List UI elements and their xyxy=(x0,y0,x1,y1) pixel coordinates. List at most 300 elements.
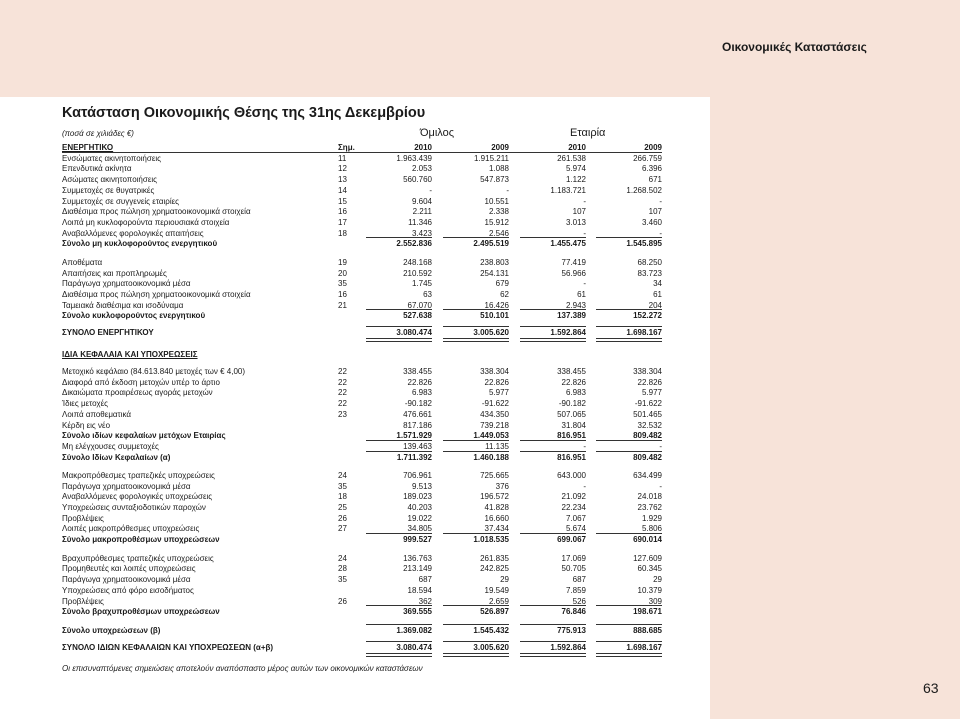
company-2010-value: - xyxy=(583,229,586,238)
company-2009-value: 1.545.895 xyxy=(626,239,662,248)
row-label: ΙΔΙΑ ΚΕΦΑΛΑΙΑ ΚΑΙ ΥΠΟΧΡΕΩΣΕΙΣ xyxy=(62,350,198,359)
company-2009-value: 24.018 xyxy=(637,492,662,501)
group-2009-value: 62 xyxy=(500,290,509,299)
subtotal-rule xyxy=(366,309,432,310)
table-total-row xyxy=(62,310,724,321)
company-2009-value: - xyxy=(659,197,662,206)
group-2009-value: 16.660 xyxy=(484,514,509,523)
group-2009-value: 29 xyxy=(500,575,509,584)
company-2009-value: 634.499 xyxy=(633,471,662,480)
group-2009-value: 1.088 xyxy=(488,164,509,173)
subtotal-rule xyxy=(366,605,432,606)
table-total-row xyxy=(62,606,724,617)
subtotal-rule xyxy=(366,440,432,441)
table-row xyxy=(62,563,724,574)
subtotal-rule xyxy=(366,326,432,327)
row-label: Διαθέσιμα προς πώληση χρηματοοικονομικά στοιχεία xyxy=(62,290,251,299)
table-row xyxy=(62,278,724,289)
row-note: 14 xyxy=(338,186,347,195)
row-note: 25 xyxy=(338,503,347,512)
row-note: 22 xyxy=(338,367,347,376)
company-2009-value: 1.698.167 xyxy=(626,328,662,337)
subtotal-rule xyxy=(596,237,662,238)
group-2010-value: 1.711.392 xyxy=(396,453,432,462)
group-2009-value: 2.495.519 xyxy=(473,239,509,248)
subtotal-rule xyxy=(520,440,586,441)
row-label: Αναβαλλόμενες φορολογικές υποχρεώσεις xyxy=(62,492,213,501)
subtotal-rule xyxy=(520,624,586,625)
company-2010-value: 643.000 xyxy=(557,471,586,480)
row-label: Παράγωγα χρηματοοικονομικά μέσα xyxy=(62,575,191,584)
amounts-note: (ποσά σε χιλιάδες €) xyxy=(62,129,134,138)
section-title: Οικονομικές Καταστάσεις xyxy=(722,40,867,54)
group-2010-value: 527.638 xyxy=(403,311,432,320)
company-2010-value: 699.067 xyxy=(557,535,586,544)
group-2009-value: 510.101 xyxy=(480,311,509,320)
group-2009-value: 679 xyxy=(495,279,509,288)
row-note: 35 xyxy=(338,575,347,584)
group-2010-value: 3.080.474 xyxy=(396,643,432,652)
group-2010-value: 63 xyxy=(423,290,432,299)
company-2009-value: 501.465 xyxy=(633,410,662,419)
group-2009-header: 2009 xyxy=(491,143,509,152)
row-note: 20 xyxy=(338,269,347,278)
company-2010-value: 507.065 xyxy=(557,410,586,419)
row-note: 17 xyxy=(338,218,347,227)
row-label: Λοιπές μακροπρόθεσμες υποχρεώσεις xyxy=(62,524,200,533)
table-total-row xyxy=(62,452,724,463)
group-2009-value: 725.665 xyxy=(480,471,509,480)
group-2009-value: 2.659 xyxy=(488,597,509,606)
company-2009-value: - xyxy=(659,442,662,451)
company-2010-value: 816.951 xyxy=(557,431,586,440)
row-label: Σύνολο βραχυπροθέσμων υποχρεώσεων xyxy=(62,607,220,616)
group-2010-value: 1.963.439 xyxy=(396,154,432,163)
company-2009-value: 5.806 xyxy=(641,524,662,533)
row-label: Ασώματες ακινητοποιήσεις xyxy=(62,175,158,184)
row-label: Συμμετοχές σε θυγατρικές xyxy=(62,186,155,195)
group-2010-value: 213.149 xyxy=(403,564,432,573)
subtotal-rule xyxy=(596,451,662,452)
group-2010-value: 2.053 xyxy=(411,164,432,173)
row-note: 28 xyxy=(338,564,347,573)
row-label: Μακροπρόθεσμες τραπεζικές υποχρεώσεις xyxy=(62,471,215,480)
row-label: Υποχρεώσεις συνταξιοδοτικών παροχών xyxy=(62,503,206,512)
company-2010-value: 2.943 xyxy=(565,301,586,310)
row-label: Μετοχικό κεφάλαιο (84.613.840 μετοχές των € 4,00) xyxy=(62,367,246,376)
group-2009-value: 15.912 xyxy=(484,218,509,227)
group-2010-value: 1.571.929 xyxy=(396,431,432,440)
group-2009-value: 547.873 xyxy=(480,175,509,184)
subtotal-rule xyxy=(443,533,509,534)
company-2010-value: 1.592.864 xyxy=(550,328,586,337)
table-row xyxy=(62,206,724,217)
table-row xyxy=(62,398,724,409)
double-rule xyxy=(443,653,509,657)
row-label: Προβλέψεις xyxy=(62,514,104,523)
row-label: Μη ελέγχουσες συμμετοχές xyxy=(62,442,159,451)
company-2010-value: 1.592.864 xyxy=(550,643,586,652)
subtotal-rule xyxy=(366,237,432,238)
company-2009-value: 204 xyxy=(648,301,662,310)
row-label: Κέρδη εις νέο xyxy=(62,421,111,430)
subtotal-rule xyxy=(443,326,509,327)
row-note: 22 xyxy=(338,388,347,397)
table-row xyxy=(62,174,724,185)
group-2009-value: 261.835 xyxy=(480,554,509,563)
group-2010-value: 6.983 xyxy=(411,388,432,397)
subtotal-rule xyxy=(596,309,662,310)
subtotal-rule xyxy=(596,533,662,534)
company-2010-header: 2010 xyxy=(568,143,586,152)
group-2009-value: 16.426 xyxy=(484,301,509,310)
group-2009-value: 242.825 xyxy=(480,564,509,573)
company-2009-value: 309 xyxy=(648,597,662,606)
row-label: Λοιπά αποθεματικά xyxy=(62,410,132,419)
company-2010-value: 5.974 xyxy=(565,164,586,173)
company-2010-value: 1.183.721 xyxy=(550,186,586,195)
group-2009-value: 238.803 xyxy=(480,258,509,267)
header-band xyxy=(0,0,710,97)
company-2009-value: 338.304 xyxy=(633,367,662,376)
side-band xyxy=(710,0,960,719)
row-label: Διαφορά από έκδοση μετοχών υπέρ το άρτιο xyxy=(62,378,220,387)
group-2009-value: 10.551 xyxy=(484,197,509,206)
subtotal-rule xyxy=(596,641,662,642)
company-2010-value: 31.804 xyxy=(561,421,586,430)
table-total-row xyxy=(62,327,724,338)
subtotal-rule xyxy=(596,624,662,625)
company-2009-value: 690.014 xyxy=(633,535,662,544)
group-2010-value: 11.346 xyxy=(408,218,432,227)
group-2010-value: 9.604 xyxy=(411,197,432,206)
table-total-row xyxy=(62,625,724,636)
group-2010-value: 210.592 xyxy=(403,269,432,278)
subtotal-rule xyxy=(443,605,509,606)
table-row xyxy=(62,585,724,596)
company-2010-value: 338.455 xyxy=(557,367,586,376)
row-note: 16 xyxy=(338,290,347,299)
double-rule xyxy=(366,653,432,657)
row-label: Βραχυπρόθεσμες τραπεζικές υποχρεώσεις xyxy=(62,554,214,563)
group-2010-value: 362 xyxy=(418,597,432,606)
group-2009-value: 376 xyxy=(495,482,509,491)
row-note: 15 xyxy=(338,197,347,206)
subtotal-rule xyxy=(443,641,509,642)
row-label: Σύνολο μη κυκλοφορούντος ενεργητικού xyxy=(62,239,218,248)
row-note: 18 xyxy=(338,229,347,238)
company-2009-value: 152.272 xyxy=(633,311,662,320)
row-label: ΣΥΝΟΛΟ ΕΝΕΡΓΗΤΙΚΟΥ xyxy=(62,328,154,337)
group-2009-value: 3.005.620 xyxy=(473,328,509,337)
company-2009-value: 60.345 xyxy=(637,564,662,573)
group-2009-value: 739.218 xyxy=(480,421,509,430)
company-2010-value: 816.951 xyxy=(557,453,586,462)
group-2009-value: 338.304 xyxy=(480,367,509,376)
table-row xyxy=(62,574,724,585)
group-2010-value: 1.369.082 xyxy=(396,626,432,635)
company-2009-value: 888.685 xyxy=(633,626,662,635)
company-2009-value: 1.698.167 xyxy=(626,643,662,652)
group-2009-value: 1.915.211 xyxy=(474,154,509,163)
company-2009-value: 32.532 xyxy=(637,421,662,430)
group-2010-value: 687 xyxy=(418,575,432,584)
subtotal-rule xyxy=(520,533,586,534)
company-2010-value: 61 xyxy=(577,290,586,299)
group-2010-value: 248.168 xyxy=(403,258,432,267)
row-note: 35 xyxy=(338,279,347,288)
row-label: Επενδυτικά ακίνητα xyxy=(62,164,132,173)
row-note: 19 xyxy=(338,258,347,267)
company-2009-value: 34 xyxy=(653,279,662,288)
statement-title: Κατάσταση Οικονομικής Θέσης της 31ης Δεκεμβρίου xyxy=(62,105,426,121)
table-total-row xyxy=(62,642,724,653)
group-2010-value: 9.513 xyxy=(411,482,432,491)
group-2010-value: 40.203 xyxy=(407,503,432,512)
row-label: Σύνολο Ιδίων Κεφαλαίων (α) xyxy=(62,453,171,462)
group-2009-value: 526.897 xyxy=(480,607,509,616)
subtotal-rule xyxy=(366,533,432,534)
company-2009-value: 809.482 xyxy=(633,453,662,462)
company-2009-value: 671 xyxy=(648,175,662,184)
table-row xyxy=(62,289,724,300)
double-rule xyxy=(520,338,586,342)
group-2010-value: - xyxy=(429,186,432,195)
subtotal-rule xyxy=(366,641,432,642)
row-note: 11 xyxy=(338,154,347,163)
company-2010-value: 17.069 xyxy=(561,554,586,563)
row-label: Παράγωγα χρηματοοικονομικά μέσα xyxy=(62,482,191,491)
group-2010-value: 1.745 xyxy=(411,279,432,288)
group-2010-value: 817.186 xyxy=(403,421,432,430)
group-2009-value: 5.977 xyxy=(488,388,509,397)
company-2010-value: 76.846 xyxy=(561,607,586,616)
row-label: Ενσώματες ακινητοποιήσεις xyxy=(62,154,162,163)
row-label: Προβλέψεις xyxy=(62,597,104,606)
group-2010-value: 2.211 xyxy=(412,207,432,216)
company-2010-value: 1.122 xyxy=(565,175,586,184)
company-2009-value: 23.762 xyxy=(637,503,662,512)
company-2010-value: 6.983 xyxy=(565,388,586,397)
company-2010-value: - xyxy=(583,442,586,451)
row-label: Προμηθευτές και λοιπές υποχρεώσεις xyxy=(62,564,196,573)
company-2009-value: 5.977 xyxy=(641,388,662,397)
company-2010-value: 526 xyxy=(572,597,586,606)
subtotal-rule xyxy=(443,309,509,310)
table-row xyxy=(62,163,724,174)
subtotal-rule xyxy=(443,451,509,452)
table-row xyxy=(62,257,724,268)
company-2009-value: 29 xyxy=(653,575,662,584)
company-2009-value: - xyxy=(659,482,662,491)
table-row xyxy=(62,470,724,481)
company-2010-value: 107 xyxy=(572,207,586,216)
company-2009-value: 10.379 xyxy=(637,586,662,595)
row-label: Ίδιες μετοχές xyxy=(62,399,109,408)
double-rule xyxy=(596,653,662,657)
company-2010-value: 261.538 xyxy=(557,154,586,163)
table-row xyxy=(62,349,724,360)
group-2010-value: 2.552.836 xyxy=(396,239,432,248)
row-note: 24 xyxy=(338,471,347,480)
company-2010-value: 1.455.475 xyxy=(550,239,586,248)
group-2009-value: 2.338 xyxy=(488,207,509,216)
group-2010-value: 706.961 xyxy=(403,471,432,480)
assets-heading: ΕΝΕΡΓΗΤΙΚΟ xyxy=(62,143,114,152)
subtotal-rule xyxy=(520,309,586,310)
group-2010-value: 338.455 xyxy=(403,367,432,376)
subtotal-rule xyxy=(596,440,662,441)
row-label: Συμμετοχές σε συγγενείς εταιρίες xyxy=(62,197,180,206)
group-2010-value: 189.023 xyxy=(403,492,432,501)
group-2010-value: 18.594 xyxy=(407,586,432,595)
row-label: Ταμειακά διαθέσιμα και ισοδύναμα xyxy=(62,301,184,310)
subtotal-rule xyxy=(443,440,509,441)
group-2010-value: 560.760 xyxy=(403,175,432,184)
row-label: Δικαιώματα προαιρέσεως αγοράς μετοχών xyxy=(62,388,213,397)
subtotal-rule xyxy=(520,641,586,642)
row-note: 23 xyxy=(338,410,347,419)
company-2010-value: 77.419 xyxy=(561,258,586,267)
company-2010-value: 137.389 xyxy=(557,311,586,320)
double-rule xyxy=(596,338,662,342)
row-note: 27 xyxy=(338,524,347,533)
double-rule xyxy=(443,338,509,342)
group-2010-value: 139.463 xyxy=(403,442,432,451)
group-2009-value: 1.545.432 xyxy=(473,626,509,635)
company-2009-value: 1.268.502 xyxy=(626,186,662,195)
row-note: 35 xyxy=(338,482,347,491)
row-note: 22 xyxy=(338,378,347,387)
company-2010-value: 775.913 xyxy=(557,626,586,635)
company-2010-value: 7.067 xyxy=(565,514,586,523)
subtotal-rule xyxy=(520,237,586,238)
group-2010-value: 3.080.474 xyxy=(396,328,432,337)
group-2009-value: 22.826 xyxy=(484,378,509,387)
company-2010-value: 5.674 xyxy=(565,524,586,533)
row-label: Σύνολο ιδίων κεφαλαίων μετόχων Εταιρίας xyxy=(62,431,226,440)
row-label: Σύνολο μακροπροθέσμων υποχρεώσεων xyxy=(62,535,220,544)
group-2010-value: 19.022 xyxy=(407,514,432,523)
group-2009-value: 1.018.535 xyxy=(473,535,509,544)
group-2010-value: 999.527 xyxy=(403,535,432,544)
company-2009-value: 107 xyxy=(648,207,662,216)
page-number: 63 xyxy=(923,680,939,696)
row-label: Αποθέματα xyxy=(62,258,103,267)
table-row xyxy=(62,185,724,196)
company-2010-value: 687 xyxy=(572,575,586,584)
company-2010-value: 7.859 xyxy=(565,586,586,595)
subtotal-rule xyxy=(366,451,432,452)
row-note: 26 xyxy=(338,597,347,606)
subtotal-rule xyxy=(520,326,586,327)
company-2010-value: -90.182 xyxy=(558,399,586,408)
group-2010-header: 2010 xyxy=(414,143,432,152)
subtotal-rule xyxy=(596,605,662,606)
table-total-row xyxy=(62,238,724,249)
double-rule xyxy=(366,338,432,342)
table-row xyxy=(62,502,724,513)
group-2010-value: 34.805 xyxy=(407,524,432,533)
company-2010-value: 50.705 xyxy=(561,564,586,573)
company-2009-value: 1.929 xyxy=(641,514,662,523)
company-2010-value: - xyxy=(583,279,586,288)
company-2010-value: 21.092 xyxy=(561,492,586,501)
group-2010-value: 22.826 xyxy=(407,378,432,387)
group-2009-value: 1.460.188 xyxy=(473,453,509,462)
row-note: 24 xyxy=(338,554,347,563)
company-2010-value: - xyxy=(583,197,586,206)
subtotal-rule xyxy=(443,624,509,625)
row-note: 26 xyxy=(338,514,347,523)
table-row xyxy=(62,491,724,502)
row-label: ΣΥΝΟΛΟ ΙΔΙΩΝ ΚΕΦΑΛΑΙΩΝ ΚΑΙ ΥΠΟΧΡΕΩΣΕΩΝ (α+β) xyxy=(62,643,274,652)
company-2009-value: 68.250 xyxy=(637,258,662,267)
company-2009-value: - xyxy=(659,229,662,238)
row-note: 12 xyxy=(338,164,347,173)
row-label: Λοιπά μη κυκλοφορούντα περιουσιακά στοιχεία xyxy=(62,218,230,227)
row-note: 13 xyxy=(338,175,347,184)
group-2009-value: 434.350 xyxy=(480,410,509,419)
row-note: 18 xyxy=(338,492,347,501)
table-row xyxy=(62,409,724,420)
footnote: Οι επισυναπτόμενες σημειώσεις αποτελούν αναπόσπαστο μέρος αυτών των οικονομικών καταστάσεων xyxy=(62,664,423,673)
table-total-row xyxy=(62,534,724,545)
group-2009-value: - xyxy=(506,186,509,195)
group-2010-value: 369.555 xyxy=(403,607,432,616)
company-2009-header: 2009 xyxy=(644,143,662,152)
group-2010-value: 67.070 xyxy=(407,301,432,310)
company-2009-value: 61 xyxy=(653,290,662,299)
group-2009-value: 11.135 xyxy=(485,442,509,451)
group-2009-value: 41.828 xyxy=(484,503,509,512)
row-label: Σύνολο υποχρεώσεων (β) xyxy=(62,626,161,635)
row-note: 21 xyxy=(338,301,347,310)
subtotal-rule xyxy=(366,624,432,625)
group-2009-value: 1.449.053 xyxy=(473,431,509,440)
subtotal-rule xyxy=(596,326,662,327)
group-2009-value: 254.131 xyxy=(480,269,509,278)
company-2009-value: 127.609 xyxy=(633,554,662,563)
group-2010-value: 476.661 xyxy=(403,410,432,419)
table-row xyxy=(62,366,724,377)
group-2009-value: 196.572 xyxy=(480,492,509,501)
company-2010-value: 3.013 xyxy=(565,218,586,227)
company-2009-value: 809.482 xyxy=(633,431,662,440)
row-note: 16 xyxy=(338,207,347,216)
double-rule xyxy=(520,653,586,657)
row-label: Απαιτήσεις και προπληρωμές xyxy=(62,269,167,278)
company-2009-value: 3.460 xyxy=(641,218,662,227)
group-2009-value: -91.622 xyxy=(481,399,509,408)
table-row xyxy=(62,387,724,398)
company-2009-value: 198.671 xyxy=(633,607,662,616)
company-2009-value: -91.622 xyxy=(634,399,662,408)
subtotal-rule xyxy=(443,237,509,238)
group-2010-value: -90.182 xyxy=(404,399,432,408)
group-2009-value: 19.549 xyxy=(484,586,509,595)
group-2009-value: 2.546 xyxy=(488,229,509,238)
company-2010-value: - xyxy=(583,482,586,491)
company-2010-value: 56.966 xyxy=(561,269,586,278)
company-2009-value: 22.826 xyxy=(637,378,662,387)
group-2010-value: 3.423 xyxy=(411,229,432,238)
company-column-header: Εταιρία xyxy=(570,127,606,139)
group-2010-value: 136.763 xyxy=(403,554,432,563)
company-2010-value: 22.234 xyxy=(561,503,586,512)
company-2009-value: 6.396 xyxy=(641,164,662,173)
group-2009-value: 37.434 xyxy=(484,524,509,533)
